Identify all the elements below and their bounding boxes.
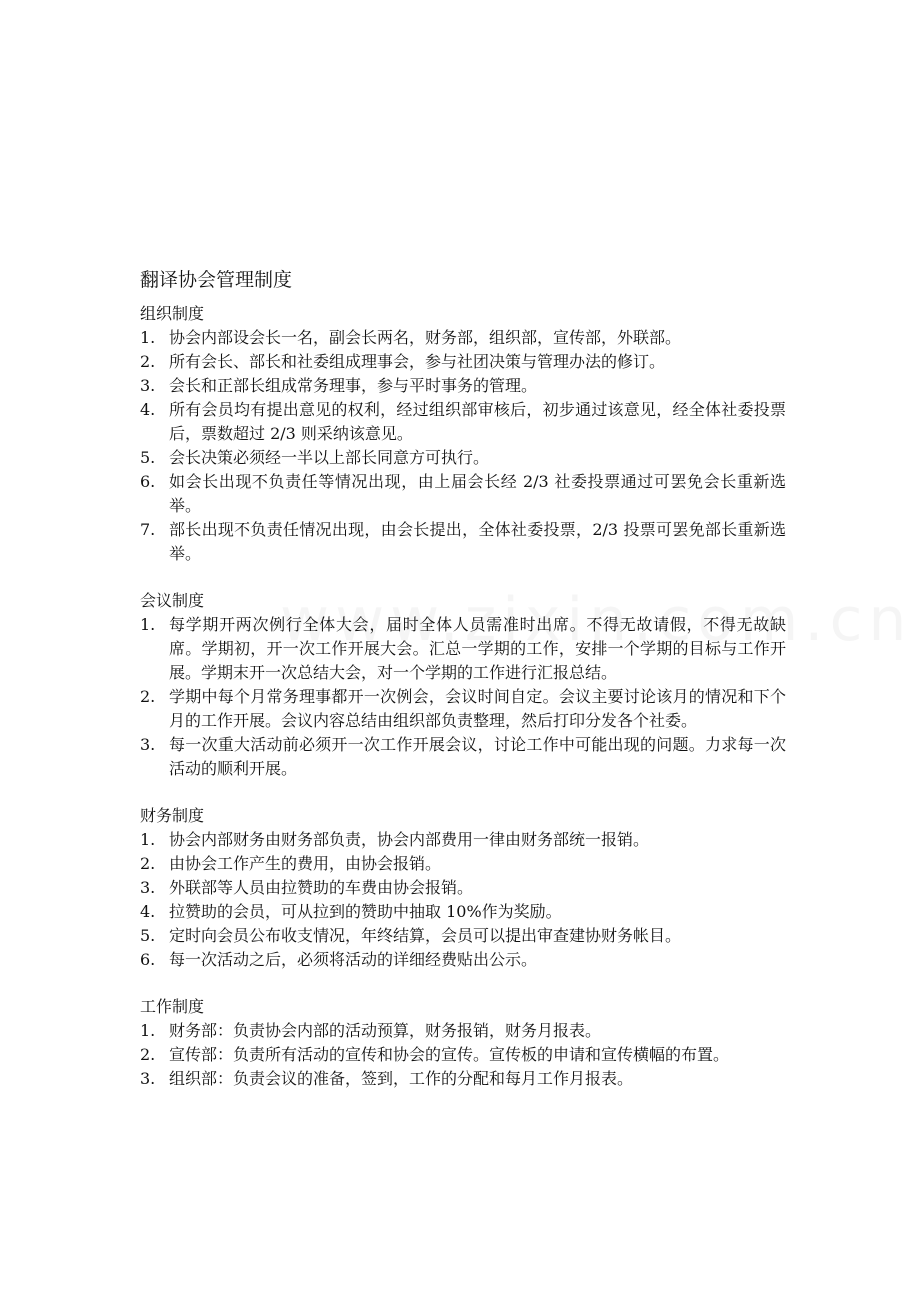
list-item — [140, 828, 786, 852]
item-number: 3. — [140, 1069, 156, 1088]
list-item — [140, 924, 786, 948]
list-item — [140, 948, 786, 972]
item-text: 由协会工作产生的费用，由协会报销。 — [169, 854, 442, 873]
item-text: 会长决策必须经一半以上部长同意方可执行。 — [169, 448, 490, 467]
list-item — [140, 733, 786, 781]
item-text: 拉赞助的会员，可从拉到的赞助中抽取 10%作为奖励。 — [169, 902, 562, 921]
list-item — [140, 1043, 786, 1067]
numbered-list — [140, 326, 786, 566]
document-body — [140, 262, 786, 1114]
item-number: 3. — [140, 376, 156, 395]
item-number: 6. — [140, 950, 156, 969]
list-item — [140, 470, 786, 518]
item-number: 4. — [140, 902, 156, 921]
item-text: 协会内部财务由财务部负责，协会内部费用一律由财务部统一报销。 — [169, 830, 650, 849]
list-item — [140, 900, 786, 924]
numbered-list — [140, 828, 786, 972]
list-item — [140, 613, 786, 685]
item-number: 2. — [140, 1045, 156, 1064]
item-number: 1. — [140, 1021, 156, 1040]
item-number: 1. — [140, 830, 156, 849]
list-item — [140, 876, 786, 900]
item-number: 3. — [140, 878, 156, 897]
list-item — [140, 446, 786, 470]
item-number: 2. — [140, 854, 156, 873]
list-item — [140, 398, 786, 446]
item-number: 3. — [140, 735, 156, 754]
list-item — [140, 518, 786, 566]
numbered-list — [140, 1019, 786, 1091]
item-text: 学期中每个月常务理事都开一次例会，会议时间自定。会议主要讨论该月的情况和下个月的工作开展。会议内容总结由组织部负责整理，然后打印分发各个社委。 — [169, 687, 786, 730]
item-number: 4. — [140, 400, 156, 419]
section-finance — [140, 804, 786, 972]
item-number: 1. — [140, 328, 156, 347]
item-number: 5. — [140, 448, 156, 467]
item-text: 组织部：负责会议的准备，签到，工作的分配和每月工作月报表。 — [169, 1069, 634, 1088]
list-item — [140, 326, 786, 350]
section-heading: 会议制度 — [140, 591, 205, 610]
item-text: 每一次重大活动前必须开一次工作开展会议，讨论工作中可能出现的问题。力求每一次活动的顺利开展。 — [169, 735, 786, 778]
list-item — [140, 350, 786, 374]
section-work — [140, 995, 786, 1091]
item-text: 如会长出现不负责任等情况出现，由上届会长经 2/3 社委投票通过可罢免会长重新选举。 — [169, 472, 786, 515]
list-item — [140, 852, 786, 876]
list-item — [140, 374, 786, 398]
item-text: 协会内部设会长一名，副会长两名，财务部，组织部，宣传部，外联部。 — [169, 328, 682, 347]
section-heading: 组织制度 — [140, 304, 205, 323]
section-organization — [140, 302, 786, 566]
item-text: 每一次活动之后，必须将活动的详细经费贴出公示。 — [169, 950, 538, 969]
item-text: 会长和正部长组成常务理事，参与平时事务的管理。 — [169, 376, 538, 395]
item-text: 所有会长、部长和社委组成理事会，参与社团决策与管理办法的修订。 — [169, 352, 666, 371]
item-text: 所有会员均有提出意见的权利，经过组织部审核后，初步通过该意见，经全体社委投票后，票数超过 2/3 则采纳该意见。 — [169, 400, 786, 443]
item-number: 2. — [140, 687, 156, 706]
list-item — [140, 1019, 786, 1043]
item-number: 1. — [140, 615, 156, 634]
item-number: 2. — [140, 352, 156, 371]
item-number: 7. — [140, 520, 156, 539]
item-text: 外联部等人员由拉赞助的车费由协会报销。 — [169, 878, 474, 897]
list-item — [140, 685, 786, 733]
item-text: 定时向会员公布收支情况，年终结算，会员可以提出审查建协财务帐目。 — [169, 926, 682, 945]
item-number: 6. — [140, 472, 156, 491]
document-title: 翻译协会管理制度 — [140, 269, 293, 291]
item-text: 每学期开两次例行全体大会，届时全体人员需准时出席。不得无故请假，不得无故缺席。学期初，开一次工作开展大会。汇总一学期的工作，安排一个学期的目标与工作开展。学期末开一次总结大会，对一个学期的工作进行汇报总结。 — [169, 615, 786, 682]
item-number: 5. — [140, 926, 156, 945]
item-text: 财务部：负责协会内部的活动预算，财务报销，财务月报表。 — [169, 1021, 602, 1040]
section-heading: 财务制度 — [140, 806, 205, 825]
list-item — [140, 1067, 786, 1091]
item-text: 宣传部：负责所有活动的宣传和协会的宣传。宣传板的申请和宣传横幅的布置。 — [169, 1045, 730, 1064]
numbered-list — [140, 613, 786, 781]
item-text: 部长出现不负责任情况出现，由会长提出，全体社委投票，2/3 投票可罢免部长重新选举。 — [169, 520, 786, 563]
section-heading: 工作制度 — [140, 997, 205, 1016]
section-meetings — [140, 589, 786, 781]
